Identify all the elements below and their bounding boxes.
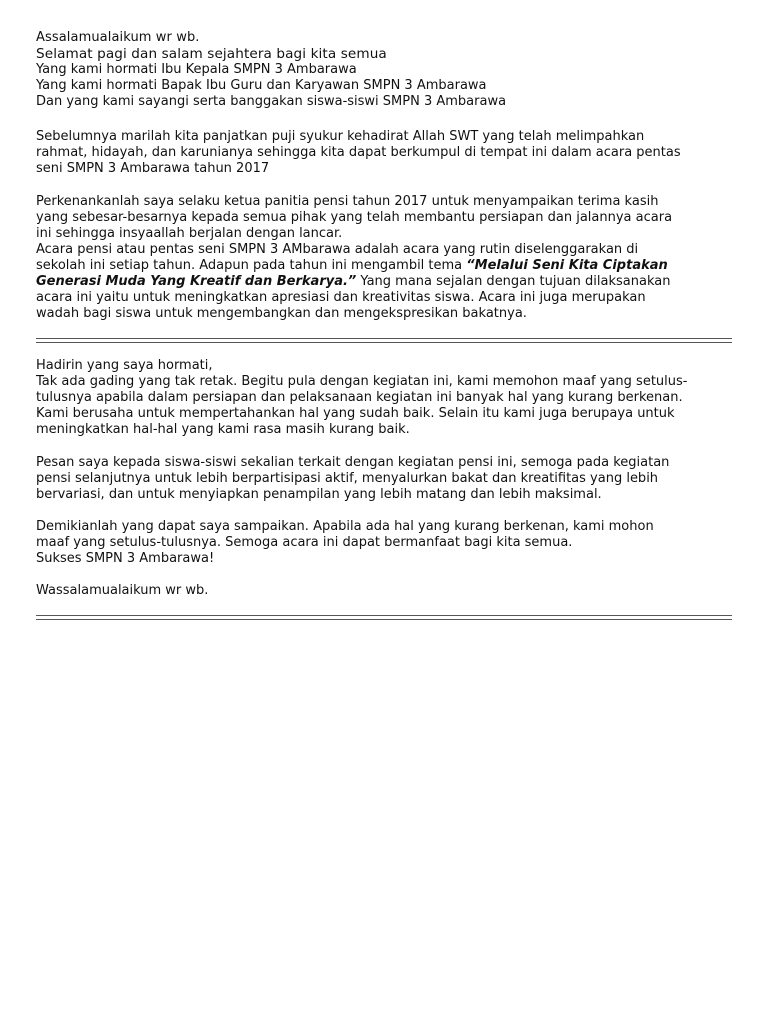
paragraph-line: Acara pensi atau pentas seni SMPN 3 AMbarawa adalah acara yang rutin diselenggarakan di xyxy=(36,242,639,257)
paragraph-line: yang sebesar-besarnya kepada semua pihak yang telah membantu persiapan dan jalannya acara xyxy=(36,210,673,225)
theme-title-start: “Melalui Seni Kita Ciptakan xyxy=(466,258,668,273)
paragraph-line: bervariasi, dan untuk menyiapkan penampilan yang lebih matang dan lebih maksimal. xyxy=(36,487,602,502)
paragraph-line: Sebelumnya marilah kita panjatkan puji syukur kehadirat Allah SWT yang telah melimpahkan xyxy=(36,129,645,144)
paragraph-conclusion xyxy=(36,519,736,567)
greeting-principal: Yang kami hormati Ibu Kepala SMPN 3 Ambarawa xyxy=(36,62,357,77)
paragraph-line: meningkatkan hal-hal yang kami rasa masih kurang baik. xyxy=(36,422,410,437)
paragraph-line: Perkenankanlah saya selaku ketua panitia pensi tahun 2017 untuk menyampaikan terima kasih xyxy=(36,194,659,209)
greeting-teachers: Yang kami hormati Bapak Ibu Guru dan Karyawan SMPN 3 Ambarawa xyxy=(36,78,487,93)
paragraph-line: seni SMPN 3 Ambarawa tahun 2017 xyxy=(36,161,270,176)
salutation: Assalamualaikum wr wb. xyxy=(36,30,200,45)
paragraph-apology xyxy=(36,358,736,438)
paragraph-line xyxy=(36,274,736,290)
section-divider xyxy=(36,338,732,343)
paragraph-line xyxy=(36,258,736,274)
greeting-students: Dan yang kami sayangi serta banggakan siswa-siswi SMPN 3 Ambarawa xyxy=(36,94,507,109)
paragraph-message xyxy=(36,455,736,503)
theme-title-end: Generasi Muda Yang Kreatif dan Berkarya.” xyxy=(36,274,357,289)
paragraph-line: Tak ada gading yang tak retak. Begitu pula dengan kegiatan ini, kami memohon maaf yang setulus- xyxy=(36,374,688,389)
paragraph-line: maaf yang setulus-tulusnya. Semoga acara ini dapat bermanfaat bagi kita semua. xyxy=(36,535,573,550)
theme-intro: sekolah ini setiap tahun. Adapun pada tahun ini mengambil tema xyxy=(36,258,467,273)
theme-follow: Yang mana sejalan dengan tujuan dilaksanakan xyxy=(356,274,671,289)
paragraph-gratitude xyxy=(36,129,736,177)
paragraph-line: Demikianlah yang dapat saya sampaikan. Apabila ada hal yang kurang berkenan, kami mohon xyxy=(36,519,654,534)
paragraph-line: Kami berusaha untuk mempertahankan hal yang sudah baik. Selain itu kami juga berupaya untuk xyxy=(36,406,675,421)
closing-line: Wassalamualaikum wr wb. xyxy=(36,583,209,598)
paragraph-line: Pesan saya kepada siswa-siswi sekalian terkait dengan kegiatan pensi ini, semoga pada kegiatan xyxy=(36,455,670,470)
paragraph-line: pensi selanjutnya untuk lebih berpartisipasi aktif, menyalurkan bakat dan kreatifitas yang lebih xyxy=(36,471,659,486)
end-divider xyxy=(36,615,732,620)
paragraph-thanks xyxy=(36,194,736,322)
opening-greetings xyxy=(36,30,736,110)
paragraph-line: rahmat, hidayah, dan karunianya sehingga kita dapat berkumpul di tempat ini dalam acara pentas xyxy=(36,145,681,160)
morning-greeting: Selamat pagi dan salam sejahtera bagi kita semua xyxy=(36,46,387,62)
paragraph-line: ini sehingga insyaallah berjalan dengan lancar. xyxy=(36,226,343,241)
paragraph-line: tulusnya apabila dalam persiapan dan pelaksanaan kegiatan ini banyak hal yang kurang berkenan. xyxy=(36,390,683,405)
paragraph-line: wadah bagi siswa untuk mengembangkan dan mengekspresikan bakatnya. xyxy=(36,306,527,321)
paragraph-line: Sukses SMPN 3 Ambarawa! xyxy=(36,551,215,566)
paragraph-line: acara ini yaitu untuk meningkatkan apresiasi dan kreativitas siswa. Acara ini juga merupakan xyxy=(36,290,646,305)
paragraph-line: Hadirin yang saya hormati, xyxy=(36,358,213,373)
closing-greeting xyxy=(36,583,736,599)
